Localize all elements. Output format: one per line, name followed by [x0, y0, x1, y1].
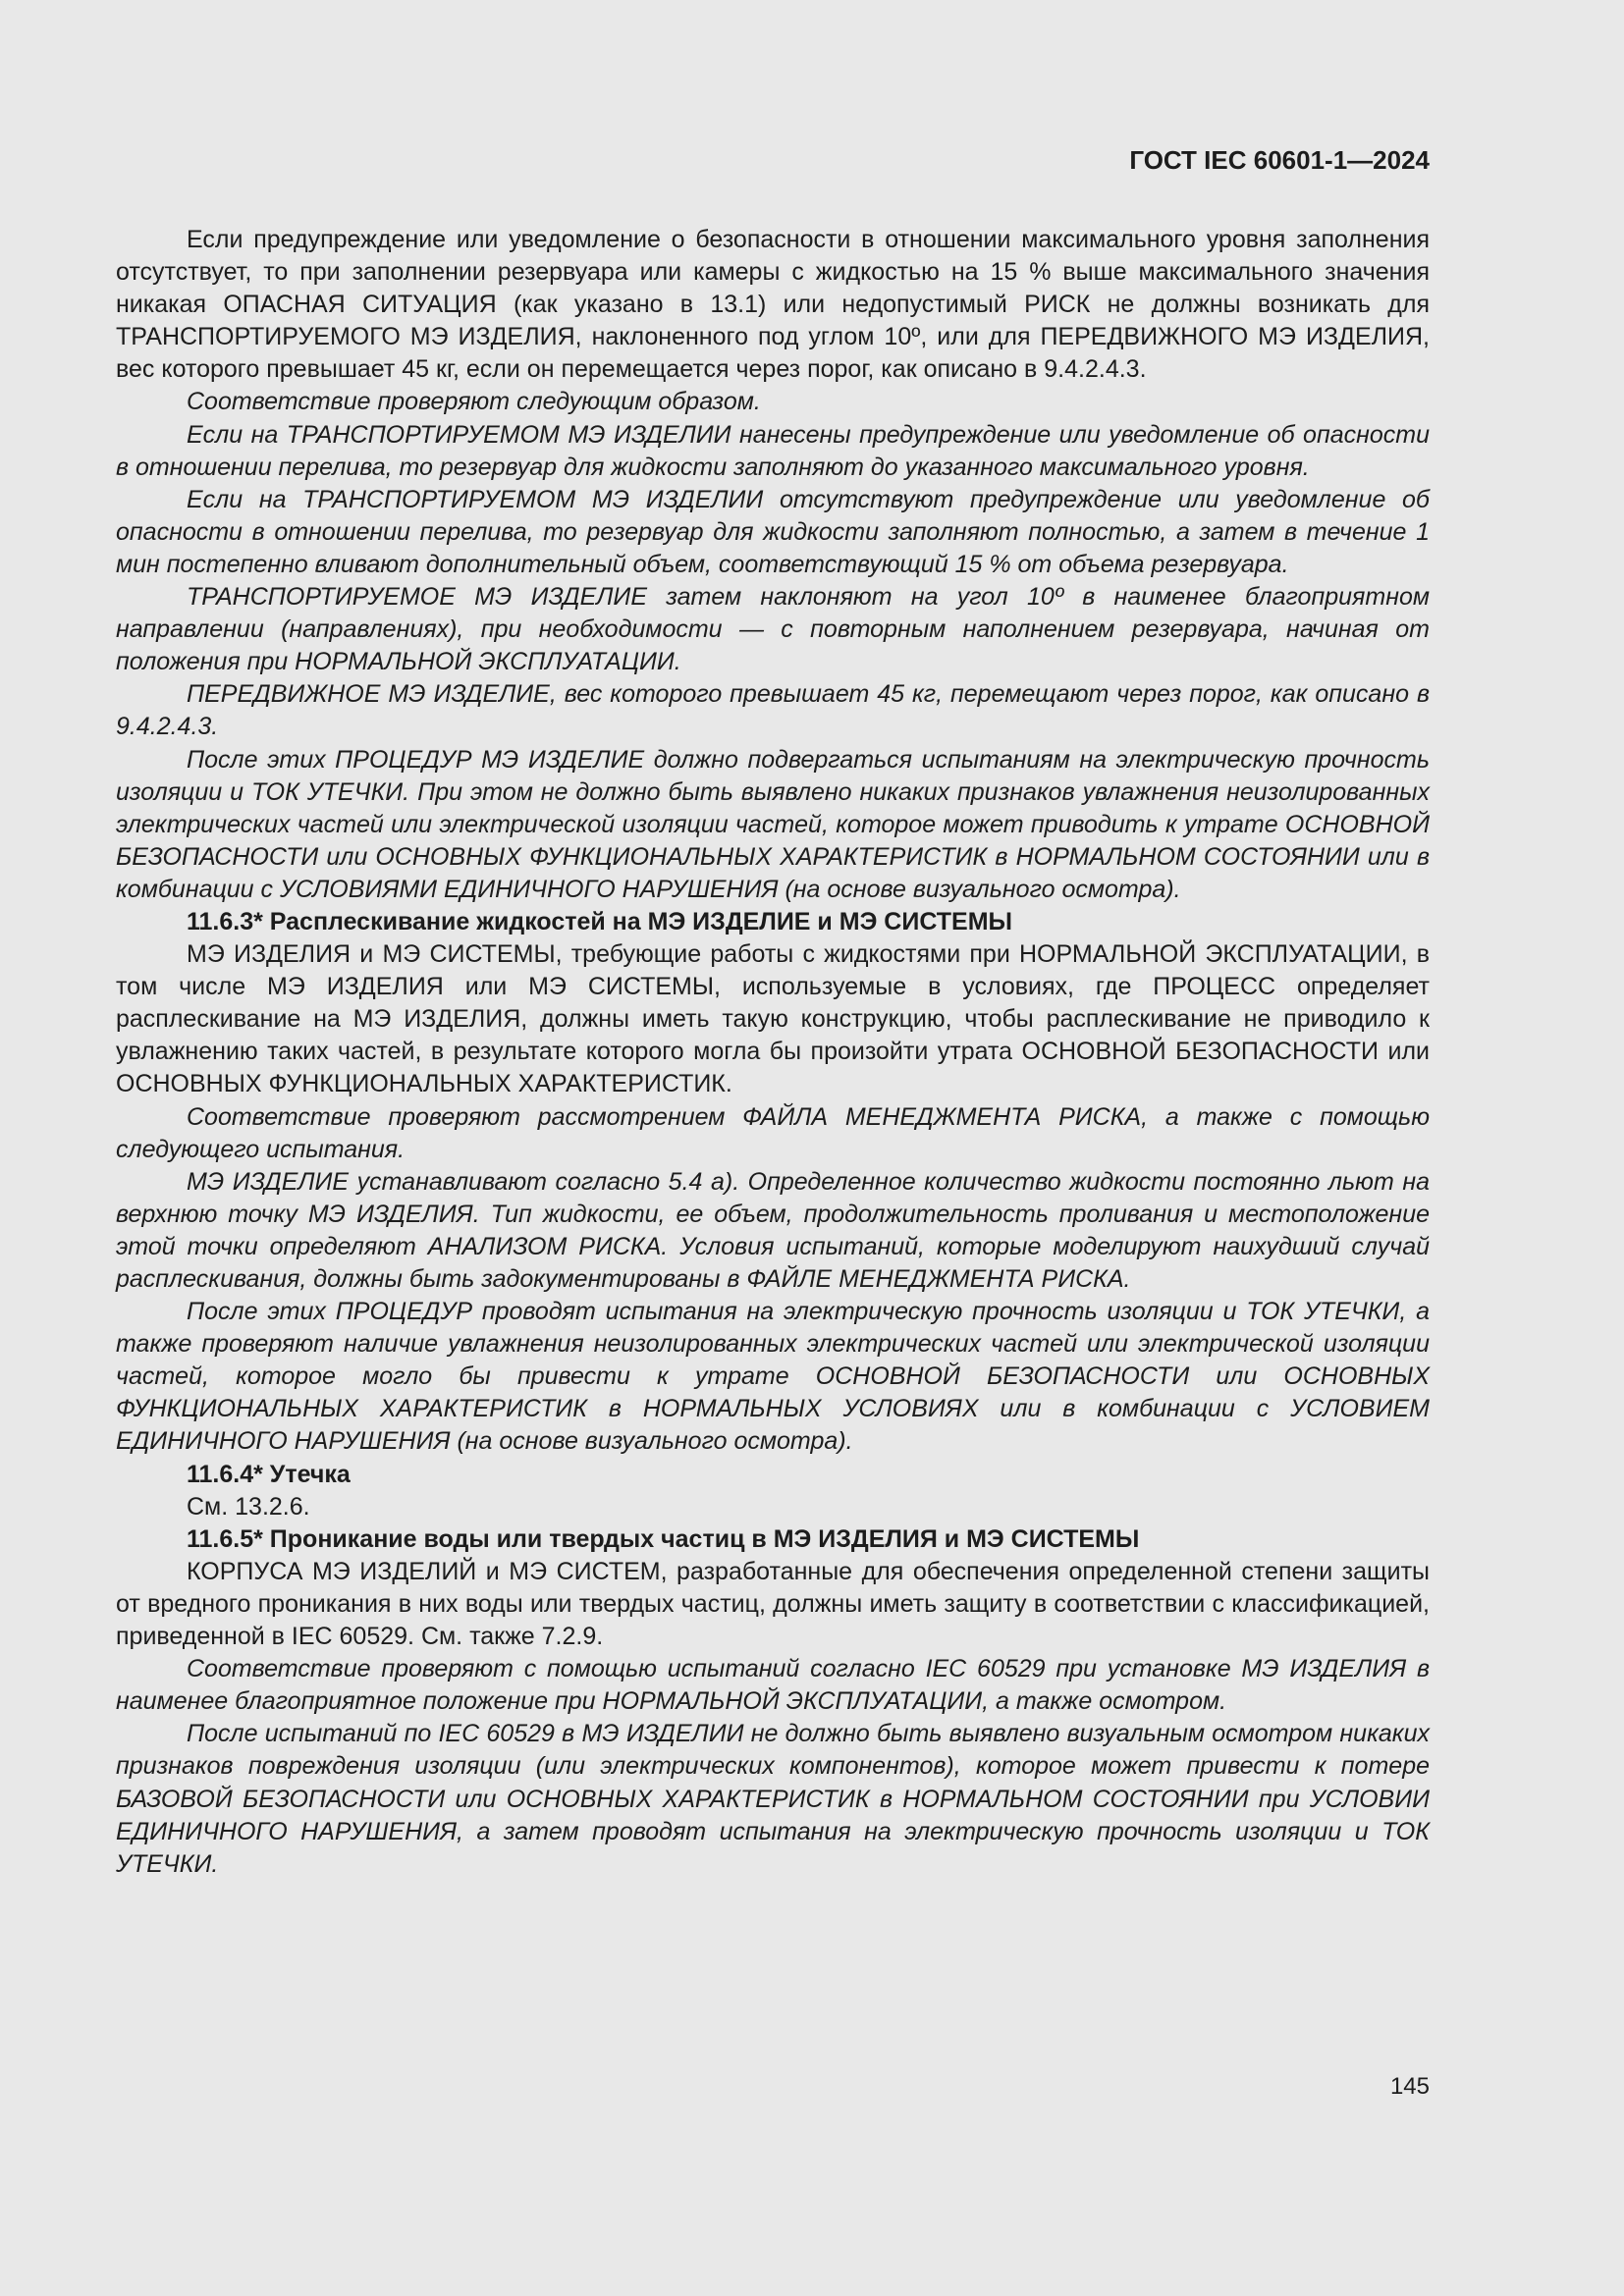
page-number: 145 — [1389, 2073, 1430, 2100]
paragraph: КОРПУСА МЭ ИЗДЕЛИЙ и МЭ СИСТЕМ, разработанные для обеспечения определенной степени защиты от вредного проникания в них воды или твердых частиц, должны иметь защиту в соответствии с классификацией, приведенной в IEC 60529. См. также 7.2.9. — [116, 1557, 1430, 1651]
paragraph: Если предупреждение или уведомление о безопасности в отношении максимального уровня заполнения отсутствует, то при заполнении резервуара или камеры с жидкостью на 15 % выше максимального значения никакая ОПАСНАЯ СИТУАЦИЯ (как указано в 13.1) или недопустимый РИСК не должны возникать для ТРАНСПОРТИРУЕМОГО МЭ ИЗДЕЛИЯ, наклоненного под углом 10º, или для ПЕРЕДВИЖНОГО МЭ ИЗДЕЛИЯ, вес которого превышает 45 кг, если он перемещается через порог, как описано в 9.4.2.4.3. — [116, 226, 1430, 384]
compliance-paragraph: Соответствие проверяют с помощью испытаний согласно IEC 60529 при установке МЭ ИЗДЕЛИЯ в наименее благоприятное положение при НОРМАЛЬНОЙ ЭКСПЛУАТАЦИИ, а также осмотром. — [116, 1655, 1430, 1716]
section-heading-11-6-4: 11.6.4* Утечка — [187, 1460, 351, 1488]
paragraph: См. 13.2.6. — [187, 1492, 310, 1521]
document-code: ГОСТ IEC 60601-1—2024 — [1129, 145, 1430, 175]
compliance-paragraph: После этих ПРОЦЕДУР проводят испытания на электрическую прочность изоляции и ТОК УТЕЧКИ, а также проверяют наличие увлажнения неизолированных электрических частей или электрической изоляции частей, которое могло бы привести к утрате ОСНОВНОЙ БЕЗОПАСНОСТИ или ОСНОВНЫХ ФУНКЦИОНАЛЬНЫХ ХАРАКТЕРИСТИК в НОРМАЛЬНЫХ УСЛОВИЯХ или в комбинации с УСЛОВИЕМ ЕДИНИЧНОГО НАРУШЕНИЯ (на основе визуального осмотра). — [116, 1298, 1430, 1456]
compliance-paragraph: После этих ПРОЦЕДУР МЭ ИЗДЕЛИЕ должно подвергаться испытаниям на электрическую прочность изоляции и ТОК УТЕЧКИ. При этом не должно быть выявлено никаких признаков увлажнения неизолированных электрических частей или электрической изоляции частей, которое может приводить к утрате ОСНОВНОЙ БЕЗОПАСНОСТИ или ОСНОВНЫХ ФУНКЦИОНАЛЬНЫХ ХАРАКТЕРИСТИК в НОРМАЛЬНОМ СОСТОЯНИИ или в комбинации с УСЛОВИЯМИ ЕДИНИЧНОГО НАРУШЕНИЯ (на основе визуального осмотра). — [116, 745, 1430, 903]
document-body — [116, 224, 1430, 1881]
section-heading-11-6-3: 11.6.3* Расплескивание жидкостей на МЭ ИЗДЕЛИЕ и МЭ СИСТЕМЫ — [187, 907, 1013, 935]
compliance-paragraph: Соответствие проверяют рассмотрением ФАЙЛА МЕНЕДЖМЕНТА РИСКА, а также с помощью следующего испытания. — [116, 1102, 1430, 1163]
section-heading-11-6-5: 11.6.5* Проникание воды или твердых частиц в МЭ ИЗДЕЛИЯ и МЭ СИСТЕМЫ — [187, 1524, 1140, 1553]
paragraph: МЭ ИЗДЕЛИЯ и МЭ СИСТЕМЫ, требующие работы с жидкостями при НОРМАЛЬНОЙ ЭКСПЛУАТАЦИИ, в том числе МЭ ИЗДЕЛИЯ или МЭ СИСТЕМЫ, используемые в условиях, где ПРОЦЕСС определяет расплескивание на МЭ ИЗДЕЛИЯ, должны иметь такую конструкцию, чтобы расплескивание не приводило к увлажнению таких частей, в результате которого могла бы произойти утрата ОСНОВНОЙ БЕЗОПАСНОСТИ или ОСНОВНЫХ ФУНКЦИОНАЛЬНЫХ ХАРАКТЕРИСТИК. — [116, 940, 1430, 1098]
compliance-paragraph: После испытаний по IEC 60529 в МЭ ИЗДЕЛИИ не должно быть выявлено визуальным осмотром никаких признаков повреждения изоляции (или электрических компонентов), которое может привести к потере БАЗОВОЙ БЕЗОПАСНОСТИ или ОСНОВНЫХ ХАРАКТЕРИСТИК в НОРМАЛЬНОМ СОСТОЯНИИ при УСЛОВИИ ЕДИНИЧНОГО НАРУШЕНИЯ, а затем проводят испытания на электрическую прочность изоляции и ТОК УТЕЧКИ. — [116, 1720, 1430, 1878]
compliance-paragraph: Если на ТРАНСПОРТИРУЕМОМ МЭ ИЗДЕЛИИ нанесены предупреждение или уведомление об опасности в отношении перелива, то резервуар для жидкости заполняют до указанного максимального уровня. — [116, 420, 1430, 481]
compliance-paragraph: Соответствие проверяют следующим образом. — [187, 388, 761, 416]
compliance-paragraph: Если на ТРАНСПОРТИРУЕМОМ МЭ ИЗДЕЛИИ отсутствуют предупреждение или уведомление об опасности в отношении перелива, то резервуар для жидкости заполняют полностью, а затем в течение 1 мин постепенно вливают дополнительный объем, соответствующий 15 % от объема резервуара. — [116, 485, 1430, 578]
compliance-paragraph: ПЕРЕДВИЖНОЕ МЭ ИЗДЕЛИЕ, вес которого превышает 45 кг, перемещают через порог, как описано в 9.4.2.4.3. — [116, 680, 1430, 741]
compliance-paragraph: ТРАНСПОРТИРУЕМОЕ МЭ ИЗДЕЛИЕ затем наклоняют на угол 10º в наименее благоприятном направлении (направлениях), при необходимости — с повторным наполнением резервуара, начиная от положения при НОРМАЛЬНОЙ ЭКСПЛУАТАЦИИ. — [116, 583, 1430, 676]
compliance-paragraph: МЭ ИЗДЕЛИЕ устанавливают согласно 5.4 а). Определенное количество жидкости постоянно льют на верхнюю точку МЭ ИЗДЕЛИЯ. Тип жидкости, ее объем, продолжительность проливания и местоположение этой точки определяют АНАЛИЗОМ РИСКА. Условия испытаний, которые моделируют наихудший случай расплескивания, должны быть задокументированы в ФАЙЛЕ МЕНЕДЖМЕНТА РИСКА. — [116, 1167, 1430, 1293]
